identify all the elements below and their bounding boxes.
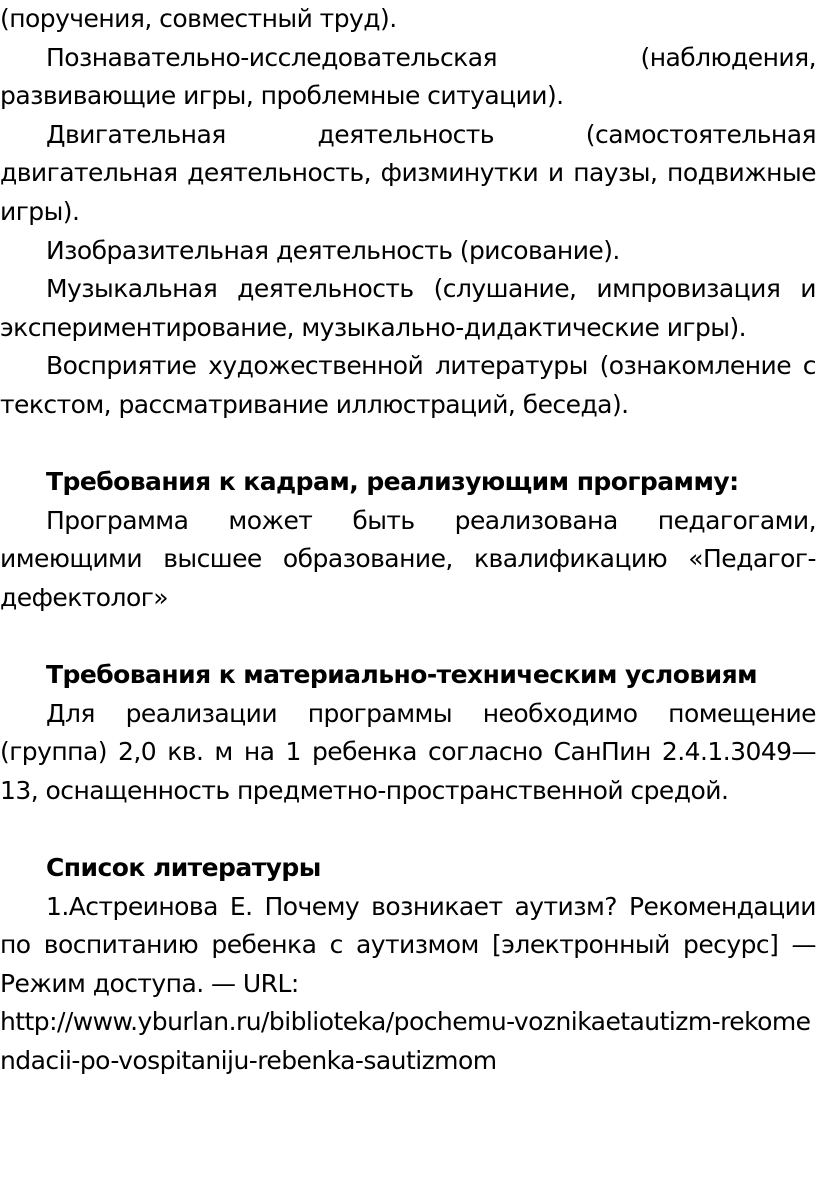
heading-staff-requirements: Требования к кадрам, реализующим программу: xyxy=(46,467,739,497)
heading-literature-list: Список литературы xyxy=(46,853,321,883)
paragraph-continuation: (поручения, совместный труд). xyxy=(0,4,397,33)
paragraph-music: Музыкальная деятельность (слушание, импровизация и экспериментирование, музыкально-дидактические игры). xyxy=(0,274,816,342)
spacer xyxy=(0,810,816,849)
literature-item-1: 1.Астреинова Е. Почему возникает аутизм? Рекомендации по воспитанию ребенка с аутизмом [электронный ресурс] — Режим доступа. — URL: xyxy=(0,891,816,998)
spacer xyxy=(0,425,816,464)
paragraph-literature-perception: Восприятие художественной литературы (ознакомление с текстом, рассматривание иллюстраций, беседа). xyxy=(0,351,816,419)
heading-material-requirements: Требования к материально-техническим условиям xyxy=(46,660,758,690)
paragraph-staff-requirements: Программа может быть реализована педагогами, имеющими высшее образование, квалификацию «Педагог-дефектолог» xyxy=(0,505,816,612)
literature-item-1-url[interactable]: http://www.yburlan.ru/biblioteka/pochemu-voznikaetautizm-rekomendacii-po-vospitaniju-rebenka-sautizmom xyxy=(0,1007,811,1076)
paragraph-cognitive: Познавательно-исследовательская (наблюдения, развивающие игры, проблемные ситуации). xyxy=(0,42,816,111)
spacer xyxy=(0,618,816,657)
paragraph-motor: Двигательная деятельность (самостоятельная двигательная деятельность, физминутки и паузы, подвижные игры). xyxy=(0,119,816,226)
paragraph-visual-arts: Изобразительная деятельность (рисование). xyxy=(46,235,620,265)
paragraph-material-requirements: Для реализации программы необходимо помещение (группа) 2,0 кв. м на 1 ребенка согласно СанПин 2.4.1.3049—13, оснащенность предметно-пространственной средой. xyxy=(0,698,816,805)
